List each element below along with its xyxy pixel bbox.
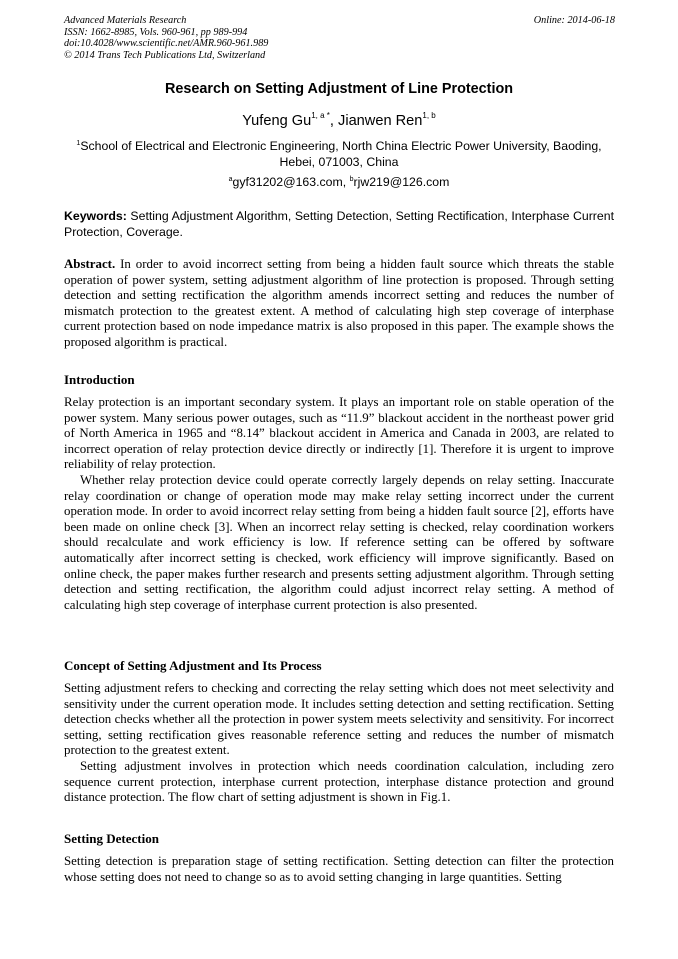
email-a: gyf31202@163.com, bbox=[232, 175, 350, 189]
abstract bbox=[64, 257, 614, 351]
keywords-label: Keywords: bbox=[64, 209, 127, 223]
abstract-text: In order to avoid incorrect setting from being a hidden fault source which threats the stable operation of power system, setting adjustment algorithm of line protection is proposed. Through setting detection and setting rectification the algorithm amends incorrect setting and reduces the number of mismatch protection to the greatest extent. A method of calculating high step coverage of interphase current protection based on node impedance matrix is also proposed in this paper. The example shows the proposed algorithm is practical. bbox=[64, 257, 614, 349]
author-emails bbox=[64, 175, 614, 189]
doi-line: doi:10.4028/www.scientific.net/AMR.960-961.989 bbox=[64, 38, 269, 50]
paragraph: Setting adjustment involves in protection which needs coordination calculation, including zero sequence current protection, interphase current protection, interphase distance protection and ground distance protection. The flow chart of setting adjustment is shown in Fig.1. bbox=[64, 758, 614, 805]
paragraph: Setting adjustment refers to checking and correcting the relay setting which does not meet selectivity and sensitivity under the current operation mode. It includes setting detection and setting rectification. Setting detection checks whether all the protection in power system meets selectivity and sensitivity. For incorrect setting, setting rectification gives reasonable reference setting and reduces the number of mismatch protection to the greatest extent. bbox=[64, 681, 614, 758]
section-introduction bbox=[64, 372, 614, 613]
author-affil-mark: 1, a * bbox=[311, 111, 330, 120]
keywords-text: Setting Adjustment Algorithm, Setting Detection, Setting Rectification, Interphase Current Protection, Coverage. bbox=[64, 209, 614, 239]
author-list bbox=[64, 113, 614, 129]
online-date: Online: 2014-06-18 bbox=[533, 15, 615, 26]
email-b: rjw219@126.com bbox=[353, 175, 450, 189]
paragraph: Relay protection is an important secondary system. It plays an important role on stable operation of the power system. Many serious power outages, such as “11.9” blackout accident in the northeast power grid of North America in 1965 and “8.14” blackout accident in America and Canada in 2003, are related to incorrect operation of relay protection device directly or indirectly [1]. Therefore it is urgent to improve reliability of relay protection. bbox=[64, 395, 614, 472]
author-affil-mark: 1, b bbox=[422, 111, 436, 120]
copyright-line: © 2014 Trans Tech Publications Ltd, Switzerland bbox=[64, 49, 266, 61]
email-mark: b bbox=[349, 176, 354, 183]
journal-name: Advanced Materials Research bbox=[64, 15, 187, 26]
section-setting-detection bbox=[64, 831, 614, 885]
author-name: Yufeng Gu bbox=[242, 113, 312, 129]
paragraph: Whether relay protection device could operate correctly largely depends on relay setting. Inaccurate relay coordination or change of operation mode may make relay setting incorrect under the current operation mode. In order to avoid incorrect relay setting from being a hidden fault source [2], efforts have been made on online check [3]. When an incorrect relay setting is checked, relay coordination workers should recalculate and work efficiency is low. If reference setting can be offered by software automatically after incorrect setting is checked, work efficiency will improve significantly. Based on online check, the paper makes further research and presents setting adjustment algorithm. Through setting detection and setting rectification, the algorithm could adjust incorrect relay setting. A method of calculating high step coverage of interphase current protection is also presented. bbox=[64, 472, 614, 612]
paragraph: Setting detection is preparation stage of setting rectification. Setting detection can filter the protection whose setting does not need to change so as to avoid setting changing in large quantities. Setting bbox=[64, 854, 614, 884]
email-mark: a bbox=[228, 176, 233, 183]
section-heading: Concept of Setting Adjustment and Its Process bbox=[64, 658, 322, 673]
keywords bbox=[64, 209, 614, 240]
abstract-label: Abstract. bbox=[64, 257, 116, 271]
section-heading: Introduction bbox=[64, 372, 135, 387]
section-heading: Setting Detection bbox=[64, 831, 159, 846]
affiliation-text: School of Electrical and Electronic Engineering, North China Electric Power University, Baoding, Hebei, 071003, China bbox=[80, 139, 602, 169]
section-concept bbox=[64, 658, 614, 806]
journal-header bbox=[64, 15, 615, 61]
author-name: Jianwen Ren bbox=[338, 113, 423, 129]
paper-title: Research on Setting Adjustment of Line Protection bbox=[164, 81, 514, 97]
issn-line: ISSN: 1662-8985, Vols. 960-961, pp 989-994 bbox=[64, 26, 248, 38]
author-separator: , bbox=[329, 113, 339, 129]
affiliation bbox=[64, 139, 614, 170]
affiliation-mark: 1 bbox=[76, 140, 81, 147]
